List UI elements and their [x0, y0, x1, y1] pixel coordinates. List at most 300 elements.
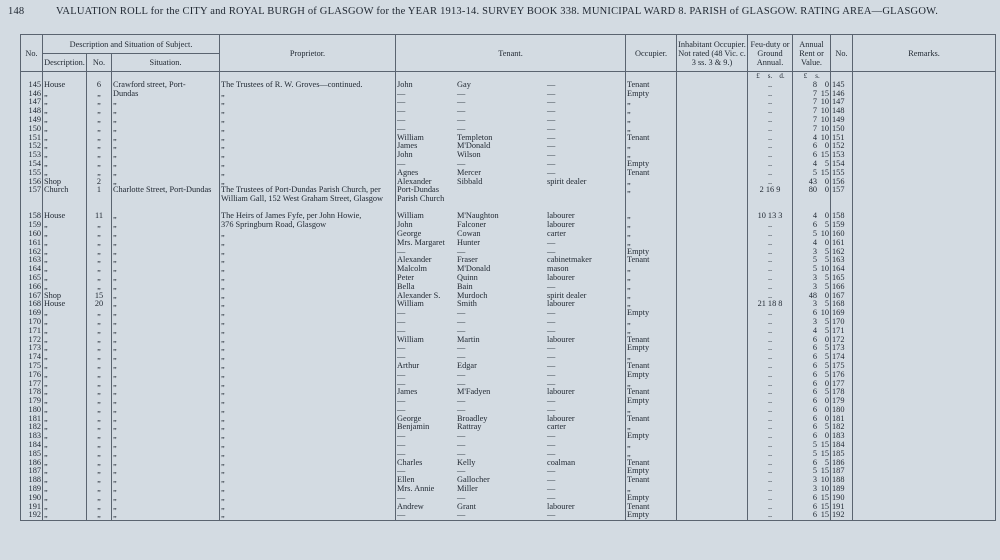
row-no2: 171	[831, 327, 853, 336]
row-feu: ..	[748, 494, 793, 503]
row-proprietor: „	[220, 494, 396, 503]
row-rent	[793, 450, 831, 459]
row-description: „	[43, 423, 87, 432]
row-occupier: Tenant	[626, 415, 677, 424]
row-proprietor: „	[220, 107, 396, 116]
page-title: VALUATION ROLL for the CITY and ROYAL BURGH of GLASGOW for the YEAR 1913-14. SURVEY BOOK 338. MUNICIPAL WARD 8. PARISH of GLASGOW. RATING AREA—GLASGOW.	[56, 6, 939, 17]
row-rent	[793, 169, 831, 178]
row-remarks	[853, 388, 996, 397]
col-desc-group: Description and Situation of Subject.	[43, 35, 220, 54]
row-situation: „	[112, 353, 220, 362]
rent-pounds: 8	[812, 80, 818, 89]
row-tenant	[396, 459, 626, 468]
row-rent	[793, 318, 831, 327]
tenant-occupation: labourer	[547, 273, 575, 282]
rent-pounds: 6	[812, 379, 818, 388]
row-proprietor: „	[220, 380, 396, 389]
tenant-occupation: cabinetmaker	[547, 256, 592, 265]
tenant-surname: Murdoch	[457, 291, 488, 300]
col-situation: Situation.	[112, 54, 220, 72]
row-number: „	[87, 406, 112, 415]
row-tenant	[396, 274, 626, 283]
rent-shillings: 15	[820, 467, 830, 476]
row-no2: 185	[831, 450, 853, 459]
row-number: „	[87, 503, 112, 512]
row-inhabitant	[677, 327, 748, 336]
row-situation: „	[112, 327, 220, 336]
row-proprietor: „	[220, 362, 396, 371]
feu-unit-pence: d.	[779, 72, 785, 80]
tenant-surname: Broadley	[457, 414, 488, 423]
row-situation: „	[112, 494, 220, 503]
row-occupier: Empty	[626, 397, 677, 406]
row-feu: ..	[748, 239, 793, 248]
row-situation: „	[112, 300, 220, 309]
row-rent	[793, 125, 831, 134]
row-rent	[793, 406, 831, 415]
row-tenant	[396, 476, 626, 485]
row-rent	[793, 371, 831, 380]
row-no2: 170	[831, 318, 853, 327]
row-description: „	[43, 90, 87, 99]
row-rent	[793, 274, 831, 283]
rent-pounds: 4	[812, 212, 818, 221]
row-remarks	[853, 423, 996, 432]
row-number: „	[87, 467, 112, 476]
row-tenant	[396, 248, 626, 257]
rent-shillings: 5	[824, 423, 830, 432]
rent-shillings: 5	[824, 361, 830, 370]
table-row	[21, 371, 996, 380]
row-tenant	[396, 371, 626, 380]
row-occupier: Empty	[626, 309, 677, 318]
row-tenant	[396, 169, 626, 178]
tenant-first-name: John	[397, 80, 413, 89]
tenant-first-name: —	[397, 353, 406, 362]
row-remarks	[853, 98, 996, 107]
row-tenant	[396, 116, 626, 125]
row-remarks	[853, 274, 996, 283]
rent-pounds: 6	[812, 414, 818, 423]
row-rent	[793, 327, 831, 336]
row-description: „	[43, 256, 87, 265]
row-proprietor: „	[220, 344, 396, 353]
row-feu: ..	[748, 81, 793, 90]
row-number: „	[87, 283, 112, 292]
tenant-first-name: —	[397, 397, 406, 406]
row-description: „	[43, 371, 87, 380]
row-rent	[793, 441, 831, 450]
row-no2: 167	[831, 292, 853, 301]
table-row	[21, 239, 996, 248]
row-no2: 157	[831, 186, 853, 212]
row-situation: Charlotte Street, Port-Dundas	[112, 186, 220, 212]
table-row	[21, 212, 996, 221]
row-description: „	[43, 459, 87, 468]
row-situation: „	[112, 116, 220, 125]
row-description: „	[43, 415, 87, 424]
row-number: „	[87, 248, 112, 257]
row-number: „	[87, 459, 112, 468]
row-number: „	[87, 239, 112, 248]
tenant-first-name: —	[397, 405, 406, 414]
rent-pounds: 3	[812, 273, 818, 282]
row-tenant	[396, 441, 626, 450]
row-occupier: Empty	[626, 371, 677, 380]
tenant-surname: —	[457, 98, 466, 107]
rent-shillings: 15	[820, 449, 830, 458]
row-no: 181	[21, 415, 43, 424]
row-occupier: Tenant	[626, 134, 677, 143]
row-tenant	[396, 380, 626, 389]
row-number: „	[87, 441, 112, 450]
row-occupier: „	[626, 151, 677, 160]
row-inhabitant	[677, 432, 748, 441]
row-remarks	[853, 406, 996, 415]
row-no: 169	[21, 309, 43, 318]
col-feu-label: Feu-duty or Ground Annual.	[750, 39, 790, 67]
row-feu: ..	[748, 309, 793, 318]
rent-pounds: 6	[812, 353, 818, 362]
rent-shillings: 0	[824, 80, 830, 89]
row-feu: ..	[748, 98, 793, 107]
row-remarks	[853, 476, 996, 485]
row-feu: ..	[748, 327, 793, 336]
row-inhabitant	[677, 221, 748, 230]
row-description: „	[43, 441, 87, 450]
row-no: 192	[21, 511, 43, 520]
tenant-occupation: —	[547, 282, 556, 291]
valuation-table	[20, 34, 996, 521]
tenant-first-name: Charles	[397, 458, 423, 467]
rent-shillings: 0	[824, 414, 830, 423]
row-remarks	[853, 503, 996, 512]
row-feu: ..	[748, 388, 793, 397]
rent-pounds: 48	[808, 291, 818, 300]
col-no2: No.	[831, 35, 853, 72]
row-situation: „	[112, 362, 220, 371]
row-no: 184	[21, 441, 43, 450]
row-tenant	[396, 415, 626, 424]
row-no2: 166	[831, 283, 853, 292]
col-description: Description.	[43, 54, 87, 72]
rent-shillings: 10	[820, 265, 830, 274]
row-situation: „	[112, 503, 220, 512]
tenant-first-name: —	[397, 344, 406, 353]
rent-shillings: 10	[820, 133, 830, 142]
row-situation: „	[112, 415, 220, 424]
row-tenant	[396, 300, 626, 309]
row-no: 186	[21, 459, 43, 468]
row-rent	[793, 511, 831, 520]
row-rent	[793, 344, 831, 353]
row-feu: ..	[748, 230, 793, 239]
row-occupier: „	[626, 423, 677, 432]
tenant-occupation: —	[547, 80, 556, 89]
row-tenant	[396, 265, 626, 274]
row-no2: 186	[831, 459, 853, 468]
row-tenant	[396, 292, 626, 301]
row-rent	[793, 212, 831, 221]
row-description: House	[43, 212, 87, 221]
row-feu: ..	[748, 371, 793, 380]
row-tenant	[396, 221, 626, 230]
row-occupier: Empty	[626, 511, 677, 520]
tenant-first-name: Mrs. Annie	[397, 485, 435, 494]
row-proprietor: „	[220, 239, 396, 248]
row-no2: 146	[831, 90, 853, 99]
row-situation: „	[112, 274, 220, 283]
tenant-surname: —	[457, 467, 466, 476]
row-description: „	[43, 125, 87, 134]
tenant-surname: M'Donald	[457, 265, 491, 274]
tenant-first-name: —	[397, 247, 406, 256]
row-number: „	[87, 511, 112, 520]
row-remarks	[853, 125, 996, 134]
row-description: „	[43, 327, 87, 336]
row-inhabitant	[677, 397, 748, 406]
tenant-surname: —	[457, 432, 466, 441]
row-number: „	[87, 98, 112, 107]
row-description: „	[43, 406, 87, 415]
rent-shillings: 10	[820, 115, 830, 124]
row-no: 155	[21, 169, 43, 178]
row-feu: ..	[748, 221, 793, 230]
row-rent	[793, 485, 831, 494]
row-description: „	[43, 169, 87, 178]
table-row	[21, 265, 996, 274]
row-inhabitant	[677, 441, 748, 450]
row-number: 6	[87, 81, 112, 90]
row-feu: ..	[748, 511, 793, 520]
row-number: „	[87, 336, 112, 345]
row-proprietor: „	[220, 511, 396, 520]
row-no2: 151	[831, 134, 853, 143]
row-no2: 178	[831, 388, 853, 397]
row-situation: „	[112, 125, 220, 134]
row-feu: ..	[748, 476, 793, 485]
rent-pounds: 7	[812, 124, 818, 133]
row-description: „	[43, 221, 87, 230]
row-inhabitant	[677, 274, 748, 283]
rent-shillings: 15	[820, 511, 830, 520]
tenant-first-name: James	[397, 388, 418, 397]
table-row	[21, 459, 996, 468]
tenant-surname: Fraser	[457, 256, 478, 265]
row-situation: „	[112, 107, 220, 116]
rent-pounds: 7	[812, 89, 818, 98]
row-inhabitant	[677, 256, 748, 265]
row-tenant	[396, 353, 626, 362]
table-row	[21, 362, 996, 371]
tenant-occupation: —	[547, 511, 556, 520]
row-description: „	[43, 494, 87, 503]
row-number: „	[87, 90, 112, 99]
row-feu: ..	[748, 90, 793, 99]
rent-unit-shillings: s.	[815, 72, 820, 80]
table-row	[21, 230, 996, 239]
table-row	[21, 318, 996, 327]
tenant-surname: Cowan	[457, 229, 481, 238]
rent-shillings: 5	[824, 282, 830, 291]
row-no: 156	[21, 178, 43, 187]
row-occupier: „	[626, 107, 677, 116]
row-description: „	[43, 283, 87, 292]
tenant-occupation: —	[547, 107, 556, 116]
row-inhabitant	[677, 248, 748, 257]
tenant-surname: Templeton	[457, 133, 493, 142]
row-inhabitant	[677, 494, 748, 503]
row-proprietor: „	[220, 371, 396, 380]
row-inhabitant	[677, 134, 748, 143]
tenant-occupation: labourer	[547, 221, 575, 230]
row-tenant	[396, 134, 626, 143]
row-situation: Crawford street, Port-	[112, 81, 220, 90]
rent-shillings: 10	[820, 98, 830, 107]
row-rent	[793, 265, 831, 274]
row-description: „	[43, 397, 87, 406]
row-feu: ..	[748, 160, 793, 169]
row-number: „	[87, 134, 112, 143]
row-inhabitant	[677, 230, 748, 239]
rent-shillings: 10	[820, 107, 830, 116]
row-remarks	[853, 300, 996, 309]
row-feu: ..	[748, 265, 793, 274]
row-no2: 145	[831, 81, 853, 90]
rent-pounds: 6	[812, 511, 818, 520]
row-proprietor: „	[220, 485, 396, 494]
row-rent	[793, 476, 831, 485]
rent-pounds: 6	[812, 397, 818, 406]
row-feu: ..	[748, 423, 793, 432]
row-tenant	[396, 336, 626, 345]
row-feu: ..	[748, 318, 793, 327]
col-proprietor: Proprietor.	[220, 35, 396, 72]
row-no: 170	[21, 318, 43, 327]
row-number: „	[87, 397, 112, 406]
row-tenant	[396, 212, 626, 221]
tenant-occupation: labourer	[547, 300, 575, 309]
tenant-surname: —	[457, 379, 466, 388]
rent-pounds: 6	[812, 502, 818, 511]
row-tenant	[396, 397, 626, 406]
row-no2: 182	[831, 423, 853, 432]
row-feu: ..	[748, 362, 793, 371]
row-description: „	[43, 151, 87, 160]
row-occupier: Tenant	[626, 256, 677, 265]
row-rent	[793, 107, 831, 116]
row-no: 164	[21, 265, 43, 274]
row-rent	[793, 362, 831, 371]
tenant-occupation: —	[547, 317, 556, 326]
row-proprietor: „	[220, 406, 396, 415]
row-rent	[793, 459, 831, 468]
row-remarks	[853, 511, 996, 520]
row-no: 173	[21, 344, 43, 353]
tenant-surname: —	[457, 397, 466, 406]
table-row	[21, 511, 996, 520]
row-tenant	[396, 388, 626, 397]
row-rent	[793, 336, 831, 345]
row-feu: ..	[748, 415, 793, 424]
row-occupier: Empty	[626, 344, 677, 353]
tenant-first-name: —	[397, 159, 406, 168]
row-no: 183	[21, 432, 43, 441]
tenant-occupation: labourer	[547, 388, 575, 397]
tenant-occupation: carter	[547, 229, 566, 238]
row-no2: 165	[831, 274, 853, 283]
row-tenant	[396, 318, 626, 327]
row-no: 174	[21, 353, 43, 362]
rent-pounds: 5	[812, 441, 818, 450]
row-number: „	[87, 327, 112, 336]
row-number: „	[87, 344, 112, 353]
row-remarks	[853, 107, 996, 116]
row-remarks	[853, 318, 996, 327]
row-rent	[793, 503, 831, 512]
table-row	[21, 415, 996, 424]
row-feu: ..	[748, 432, 793, 441]
row-no2: 148	[831, 107, 853, 116]
row-proprietor: „	[220, 327, 396, 336]
row-no: 171	[21, 327, 43, 336]
row-tenant	[396, 107, 626, 116]
row-description: „	[43, 116, 87, 125]
tenant-first-name: —	[397, 98, 406, 107]
row-situation: „	[112, 388, 220, 397]
tenant-first-name: George	[397, 229, 422, 238]
rent-pounds: 6	[812, 335, 818, 344]
table-row	[21, 450, 996, 459]
tenant-surname: —	[457, 159, 466, 168]
row-situation: „	[112, 160, 220, 169]
row-rent	[793, 388, 831, 397]
row-inhabitant	[677, 125, 748, 134]
col-feu	[748, 35, 793, 72]
row-no2: 189	[831, 485, 853, 494]
row-tenant	[396, 230, 626, 239]
row-no2: 159	[831, 221, 853, 230]
row-proprietor: „	[220, 160, 396, 169]
row-inhabitant	[677, 371, 748, 380]
table-row	[21, 81, 996, 90]
row-proprietor: „	[220, 388, 396, 397]
row-situation: „	[112, 485, 220, 494]
row-proprietor: „	[220, 151, 396, 160]
tenant-occupation: —	[547, 485, 556, 494]
row-number: „	[87, 485, 112, 494]
row-situation: „	[112, 256, 220, 265]
col-rent-label: Annual Rent or Value.	[799, 39, 824, 67]
row-rent	[793, 309, 831, 318]
row-inhabitant	[677, 178, 748, 187]
row-feu: ..	[748, 397, 793, 406]
row-tenant	[396, 485, 626, 494]
table-row	[21, 160, 996, 169]
row-no2: 153	[831, 151, 853, 160]
row-occupier: „	[626, 186, 677, 212]
row-inhabitant	[677, 98, 748, 107]
row-no: 165	[21, 274, 43, 283]
row-inhabitant	[677, 160, 748, 169]
row-remarks	[853, 309, 996, 318]
tenant-first-name: John	[397, 151, 413, 160]
row-description: „	[43, 265, 87, 274]
tenant-first-name: —	[397, 449, 406, 458]
row-no: 175	[21, 362, 43, 371]
row-occupier: „	[626, 125, 677, 134]
tenant-first-name: Benjamin	[397, 423, 430, 432]
